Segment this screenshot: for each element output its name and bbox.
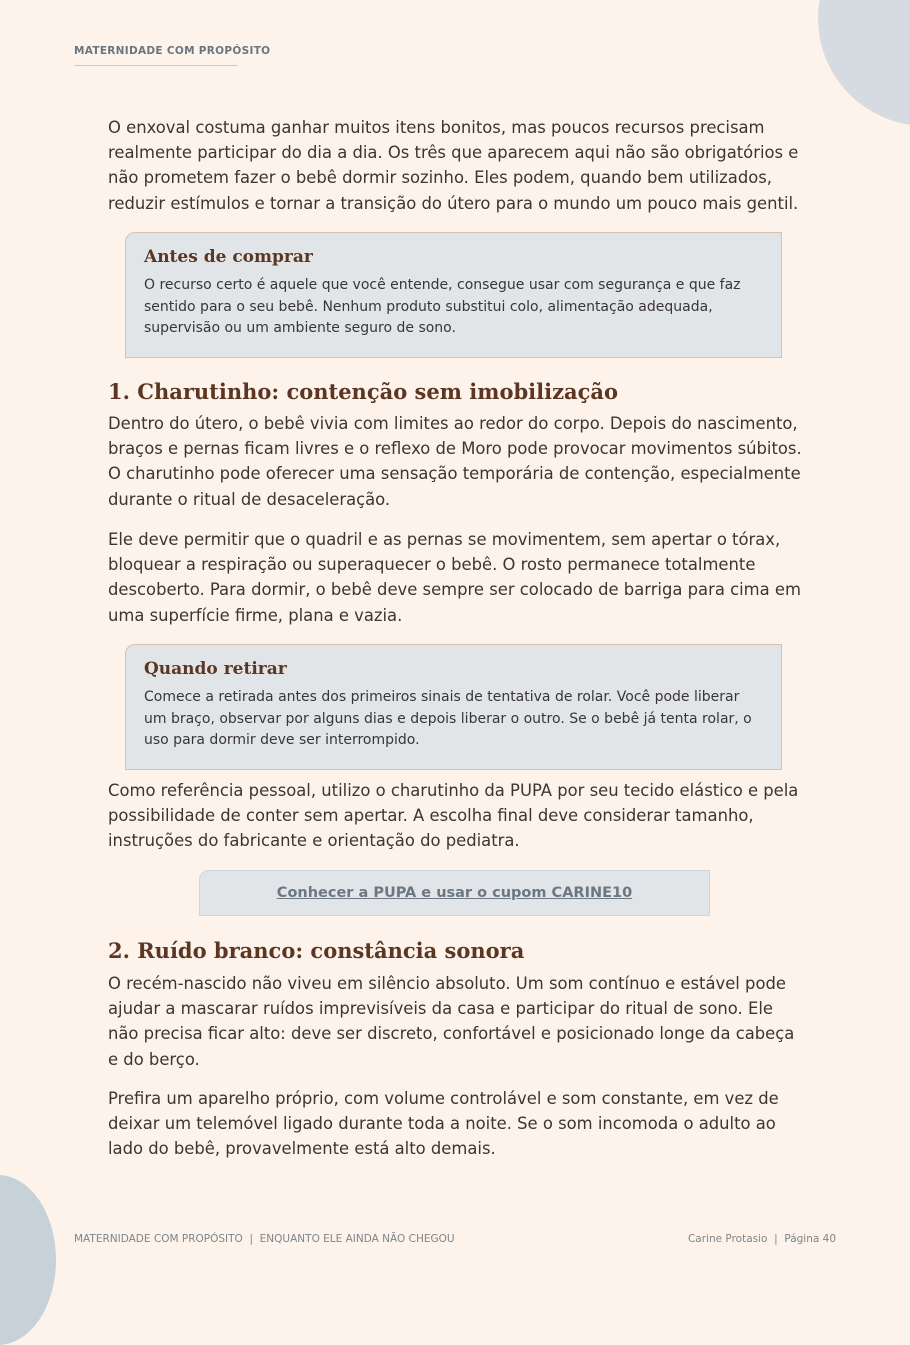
section-heading: 2. Ruído branco: constância sonora: [108, 938, 525, 963]
callout-before-buying: [125, 232, 782, 358]
pupa-coupon-link[interactable]: Conhecer a PUPA e usar o cupom CARINE10: [276, 885, 633, 901]
header-rule: [74, 65, 238, 66]
section-paragraph: O recém-nascido não viveu em silêncio absoluto. Um som contínuo e estável pode ajudar a mascarar ruídos imprevisíveis da casa e participar do ritual de sono. Ele não precisa ficar alto: deve ser discreto, confortável e posicionado longe da cabeça e do berço.: [108, 974, 795, 1069]
callout-when-to-remove: [125, 644, 782, 770]
section-paragraph: Ele deve permitir que o quadril e as pernas se movimentem, sem apertar o tórax, bloquear a respiração ou superaquecer o bebê. O rosto permanece totalmente descoberto. Para dormir, o bebê deve sempre ser colocado de barriga para cima em uma superfície firme, plana e vazia.: [108, 530, 801, 625]
section-paragraph: Prefira um aparelho próprio, com volume controlável e som constante, em vez de deixar um telemóvel ligado durante toda a noite. Se o som incomoda o adulto ao lado do bebê, provavelmente está alto demais.: [108, 1089, 779, 1159]
callout-text: Comece a retirada antes dos primeiros sinais de tentativa de rolar. Você pode liberar um braço, observar por alguns dias e depois liberar o outro. Se o bebê já tenta rolar, o uso para dormir deve ser interrompido.: [144, 689, 752, 748]
pupa-link-box: [199, 870, 710, 916]
decorative-circle-top: [818, 0, 910, 126]
section-paragraph: Dentro do útero, o bebê vivia com limites ao redor do corpo. Depois do nascimento, braços e pernas ficam livres e o reflexo de Moro pode provocar movimentos súbitos. O charutinho pode oferecer uma sensação temporária de contenção, especialmente durante o ritual de desaceleração.: [108, 414, 802, 509]
callout-title: Antes de comprar: [144, 247, 313, 267]
footer-page-number: Carine Protasio | Página 40: [687, 1233, 836, 1245]
footer-left: MATERNIDADE COM PROPÓSITO | ENQUANTO ELE AINDA NÃO CHEGOU: [74, 1233, 455, 1245]
section-paragraph: Como referência pessoal, utilizo o charutinho da PUPA por seu tecido elástico e pela possibilidade de conter sem apertar. A escolha final deve considerar tamanho, instruções do fabricante e orientação do pediatra.: [108, 781, 799, 851]
running-header: MATERNIDADE COM PROPÓSITO: [74, 45, 271, 57]
callout-text: O recurso certo é aquele que você entende, consegue usar com segurança e que faz sentido para o seu bebê. Nenhum produto substitui colo, alimentação adequada, supervisão ou um ambiente seguro de sono.: [144, 277, 741, 336]
decorative-circle-bottom: [0, 1175, 56, 1345]
intro-paragraph: O enxoval costuma ganhar muitos itens bonitos, mas poucos recursos precisam realmente participar do dia a dia. Os três que aparecem aqui não são obrigatórios e não prometem fazer o bebê dormir sozinho. Eles podem, quando bem utilizados, reduzir estímulos e tornar a transição do útero para o mundo um pouco mais gentil.: [108, 118, 799, 213]
callout-title: Quando retirar: [144, 659, 287, 679]
section-heading: 1. Charutinho: contenção sem imobilização: [108, 379, 619, 404]
